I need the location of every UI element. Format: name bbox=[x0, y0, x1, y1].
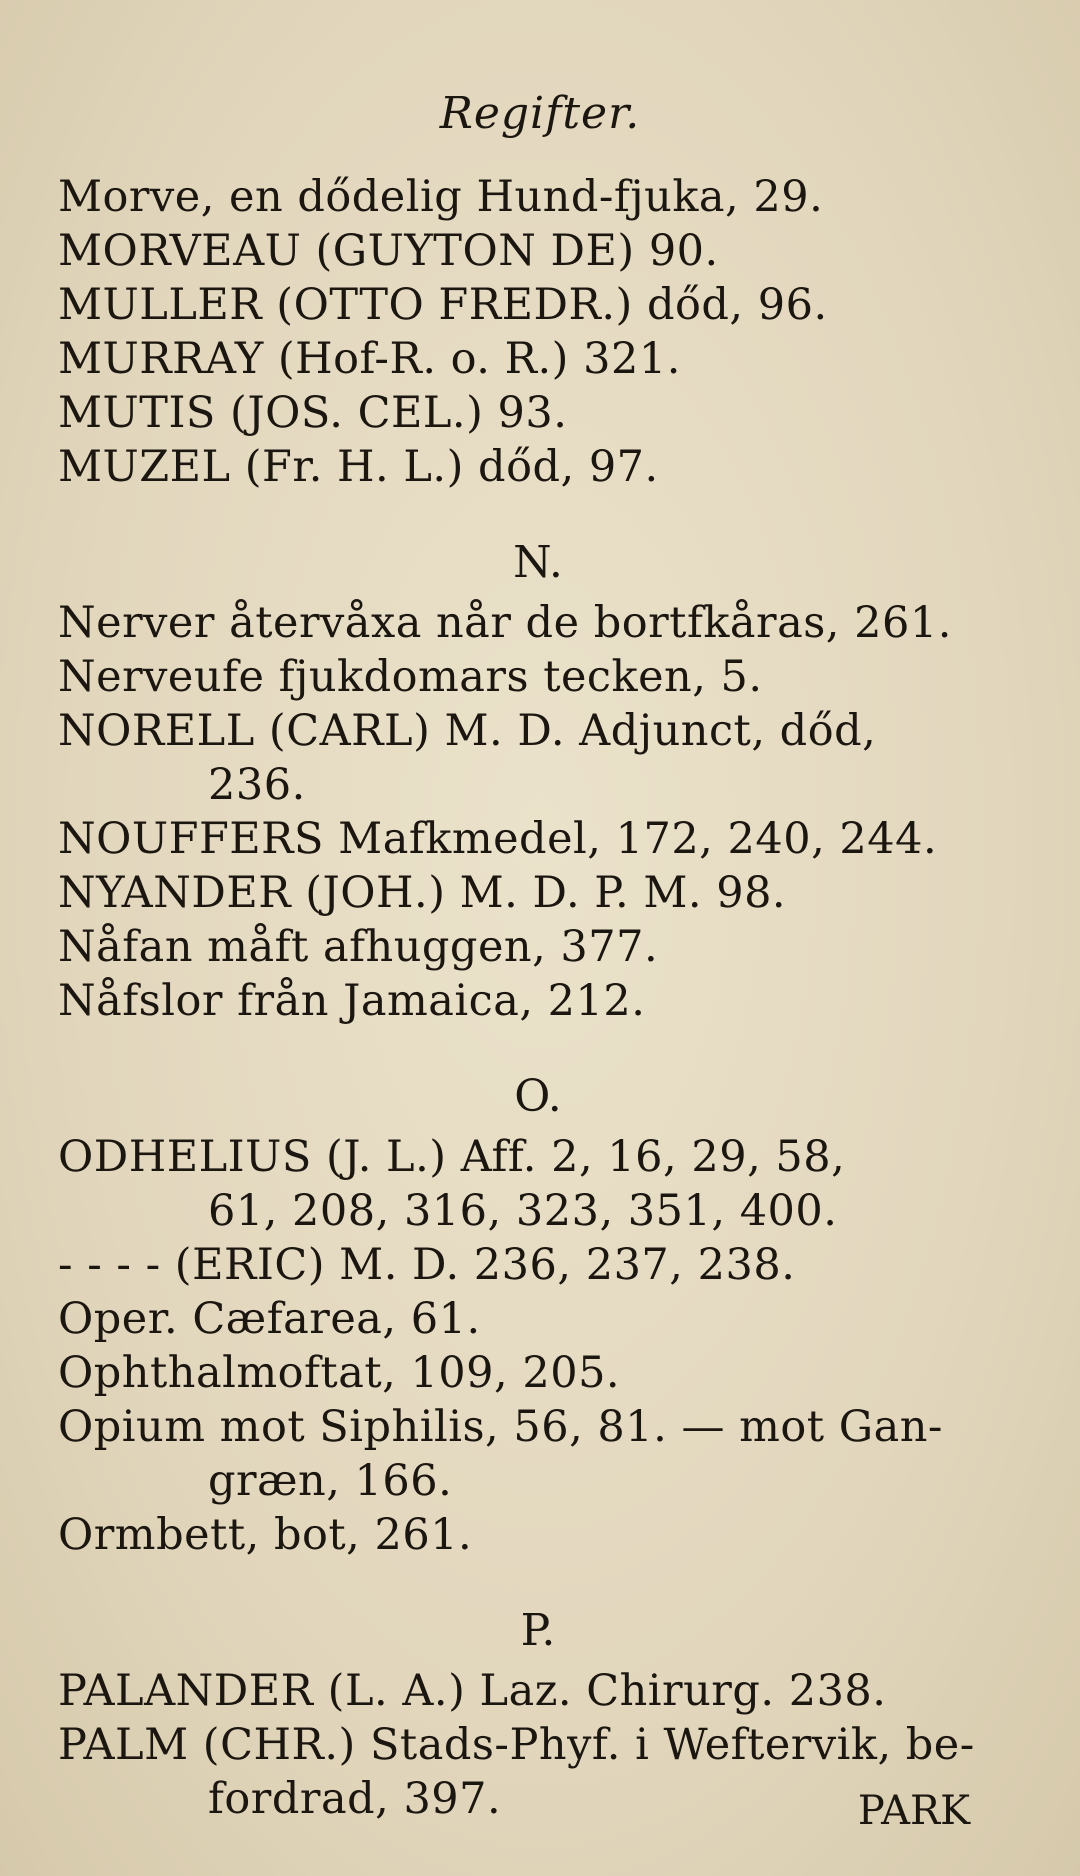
index-entry bbox=[58, 170, 978, 224]
entry-continuation: græn, 166. bbox=[208, 1456, 453, 1506]
entry-text: Ormbett, bot, 261. bbox=[58, 1510, 473, 1560]
entry-text: Opium mot Siphilis, 56, 81. — mot Gan- bbox=[58, 1402, 943, 1452]
index-entry bbox=[58, 1400, 978, 1508]
section-letter: N. bbox=[513, 537, 563, 588]
entry-text: PALM (CHR.) Stads-Phyf. i Weftervik, be- bbox=[58, 1720, 975, 1770]
entry-text: NYANDER (JOH.) M. D. P. M. 98. bbox=[58, 868, 787, 918]
entry-text: MUTIS (JOS. CEL.) 93. bbox=[58, 388, 568, 438]
index-entry bbox=[58, 386, 978, 440]
entry-text: PALANDER (L. A.) Laz. Chirurg. 238. bbox=[58, 1666, 887, 1716]
entry-text: NOUFFERS Mafkmedel, 172, 240, 244. bbox=[58, 814, 938, 864]
index-entry bbox=[58, 920, 978, 974]
index-entry bbox=[58, 866, 978, 920]
index-entry bbox=[58, 974, 978, 1028]
entry-text: MULLER (OTTO FREDR.) dőd, 96. bbox=[58, 280, 828, 330]
entry-text: NORELL (CARL) M. D. Adjunct, dőd, bbox=[58, 706, 877, 756]
index-body bbox=[58, 170, 978, 1826]
entry-text: Nåfslor från Jamaica, 212. bbox=[58, 976, 646, 1026]
entry-text: Morve, en dődelig Hund-fjuka, 29. bbox=[58, 172, 824, 222]
index-entry bbox=[58, 650, 978, 704]
entry-text: Nerver återvåxa når de bortfkåras, 261. bbox=[58, 598, 952, 648]
entry-text: Oper. Cæfarea, 61. bbox=[58, 1294, 481, 1344]
index-entry bbox=[58, 1508, 978, 1562]
entry-text: Ophthalmoftat, 109, 205. bbox=[58, 1348, 621, 1398]
entry-text: MUZEL (Fr. H. L.) dőd, 97. bbox=[58, 442, 659, 492]
index-entry bbox=[58, 1346, 978, 1400]
entry-continuation: fordrad, 397. bbox=[208, 1774, 502, 1824]
catchword: PARK bbox=[857, 1788, 970, 1834]
index-entry bbox=[58, 1292, 978, 1346]
index-entry bbox=[58, 224, 978, 278]
index-entry bbox=[58, 1718, 978, 1826]
entry-text: MURRAY (Hof-R. o. R.) 321. bbox=[58, 334, 681, 384]
index-entry bbox=[58, 1238, 978, 1292]
index-entry bbox=[58, 812, 978, 866]
entry-text: MORVEAU (GUYTON DE) 90. bbox=[58, 226, 719, 276]
index-entry bbox=[58, 1664, 978, 1718]
entry-text: Nåfan måft afhuggen, 377. bbox=[58, 922, 659, 972]
running-head: Regifter. bbox=[439, 88, 641, 139]
entry-text: - - - - (ERIC) M. D. 236, 237, 238. bbox=[58, 1240, 796, 1290]
index-entry bbox=[58, 332, 978, 386]
entry-continuation: 236. bbox=[208, 760, 306, 810]
index-entry bbox=[58, 1130, 978, 1238]
index-entry bbox=[58, 596, 978, 650]
index-entry bbox=[58, 704, 978, 812]
index-entry bbox=[58, 440, 978, 494]
section-letter: P. bbox=[520, 1605, 556, 1656]
entry-text: Nerveufe fjukdomars tecken, 5. bbox=[58, 652, 763, 702]
entry-continuation: 61, 208, 316, 323, 351, 400. bbox=[208, 1186, 838, 1236]
entry-text: ODHELIUS (J. L.) Aff. 2, 16, 29, 58, bbox=[58, 1132, 846, 1182]
section-letter: O. bbox=[514, 1071, 562, 1122]
index-entry bbox=[58, 278, 978, 332]
